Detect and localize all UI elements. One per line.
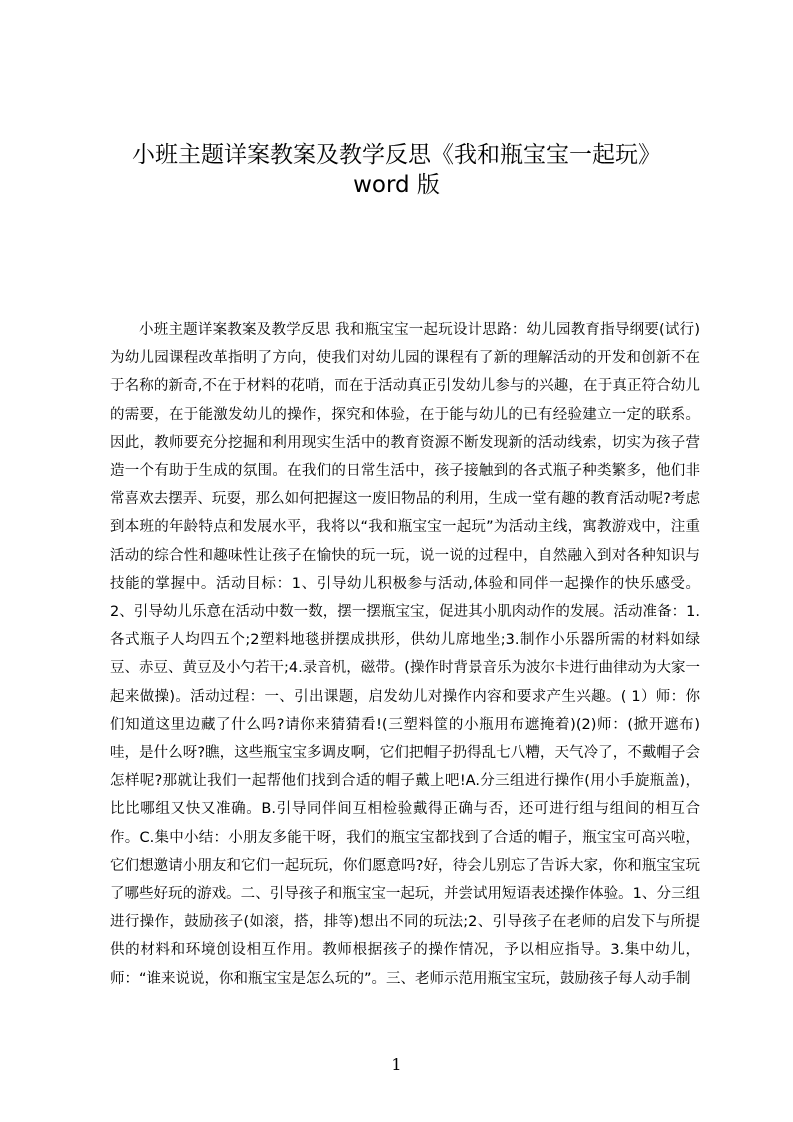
body-paragraph: 小班主题详案教案及教学反思 我和瓶宝宝一起玩设计思路：幼儿园教育指导纲要(试行)为幼儿园课程改革指明了方向，使我们对幼儿园的课程有了新的理解活动的开发和创新不在于名称的新奇,不在于材料的花哨，而在于活动真正引发幼儿参与的兴趣，在于真正符合幼儿的需要，在于能激发幼儿的操作，探究和体验，在于能与幼儿的已有经验建立一定的联系。因此，教师要充分挖掘和利用现实生活中的教育资源不断发现新的活动线索，切实为孩子营造一个有助于生成的氛围。在我们的日常生活中，孩子接触到的各式瓶子种类繁多，他们非常喜欢去摆弄、玩耍，那么如何把握这一废旧物品的利用，生成一堂有趣的教育活动呢?考虑到本班的年龄特点和发展水平，我将以“我和瓶宝宝一起玩”为活动主线，寓教游戏中，注重活动的综合性和趣味性让孩子在愉快的玩一玩，说一说的过程中，自然融入到对各种知识与技能的掌握中。活动目标：1、引导幼儿积极参与活动,体验和同伴一起操作的快乐感受。 2、引导幼儿乐意在活动中数一数，摆一摆瓶宝宝，促进其小肌肉动作的发展。活动准备：1.各式瓶子人均四五个;2塑料地毯拼摆成拱形，供幼儿席地坐;3.制作小乐器所需的材料如绿豆、赤豆、黄豆及小勺若干;4.录音机，磁带。(操作时背景音乐为波尔卡进行曲律动为大家一起来做操)。活动过程：一、引出课题，启发幼儿对操作内容和要求产生兴趣。( 1）师：你们知道这里边藏了什么吗?请你来猜猜看!(三塑料筐的小瓶用布遮掩着)(2)师：(掀开遮布)哇，是什么呀?瞧，这些瓶宝宝多调皮啊，它们把帽子扔得乱七八糟，天气冷了，不戴帽子会怎样呢?那就让我们一起帮他们找到合适的帽子戴上吧!A.分三组进行操作(用小手旋瓶盖)，比比哪组又快又准确。B.引导同伴间互相检验戴得正确与否，还可进行组与组间的相互合作。C.集中小结：小朋友多能干呀，我们的瓶宝宝都找到了合适的帽子，瓶宝宝可高兴啦，它们想邀请小朋友和它们一起玩玩，你们愿意吗?好，待会儿别忘了告诉大家，你和瓶宝宝玩了哪些好玩的游戏。二、引导孩子和瓶宝宝一起玩，并尝试用短语表述操作体验。1、分三组进行操作，鼓励孩子(如滚，搭，排等)想出不同的玩法;2、引导孩子在老师的启发下与所提供的材料和环境创设相互作用。教师根据孩子的操作情况，予以相应指导。3.集中幼儿，师：“谁来说说，你和瓶宝宝是怎么玩的”。三、老师示范用瓶宝宝玩，鼓励孩子每人动手制 [110,322,700,987]
title-line-2: word 版 [353,172,440,198]
title-line-1: 小班主题详案教案及教学反思《我和瓶宝宝一起玩》 [132,142,661,168]
document-title [100,140,693,200]
body-text [110,316,700,1052]
page-number: 1 [391,1055,402,1074]
